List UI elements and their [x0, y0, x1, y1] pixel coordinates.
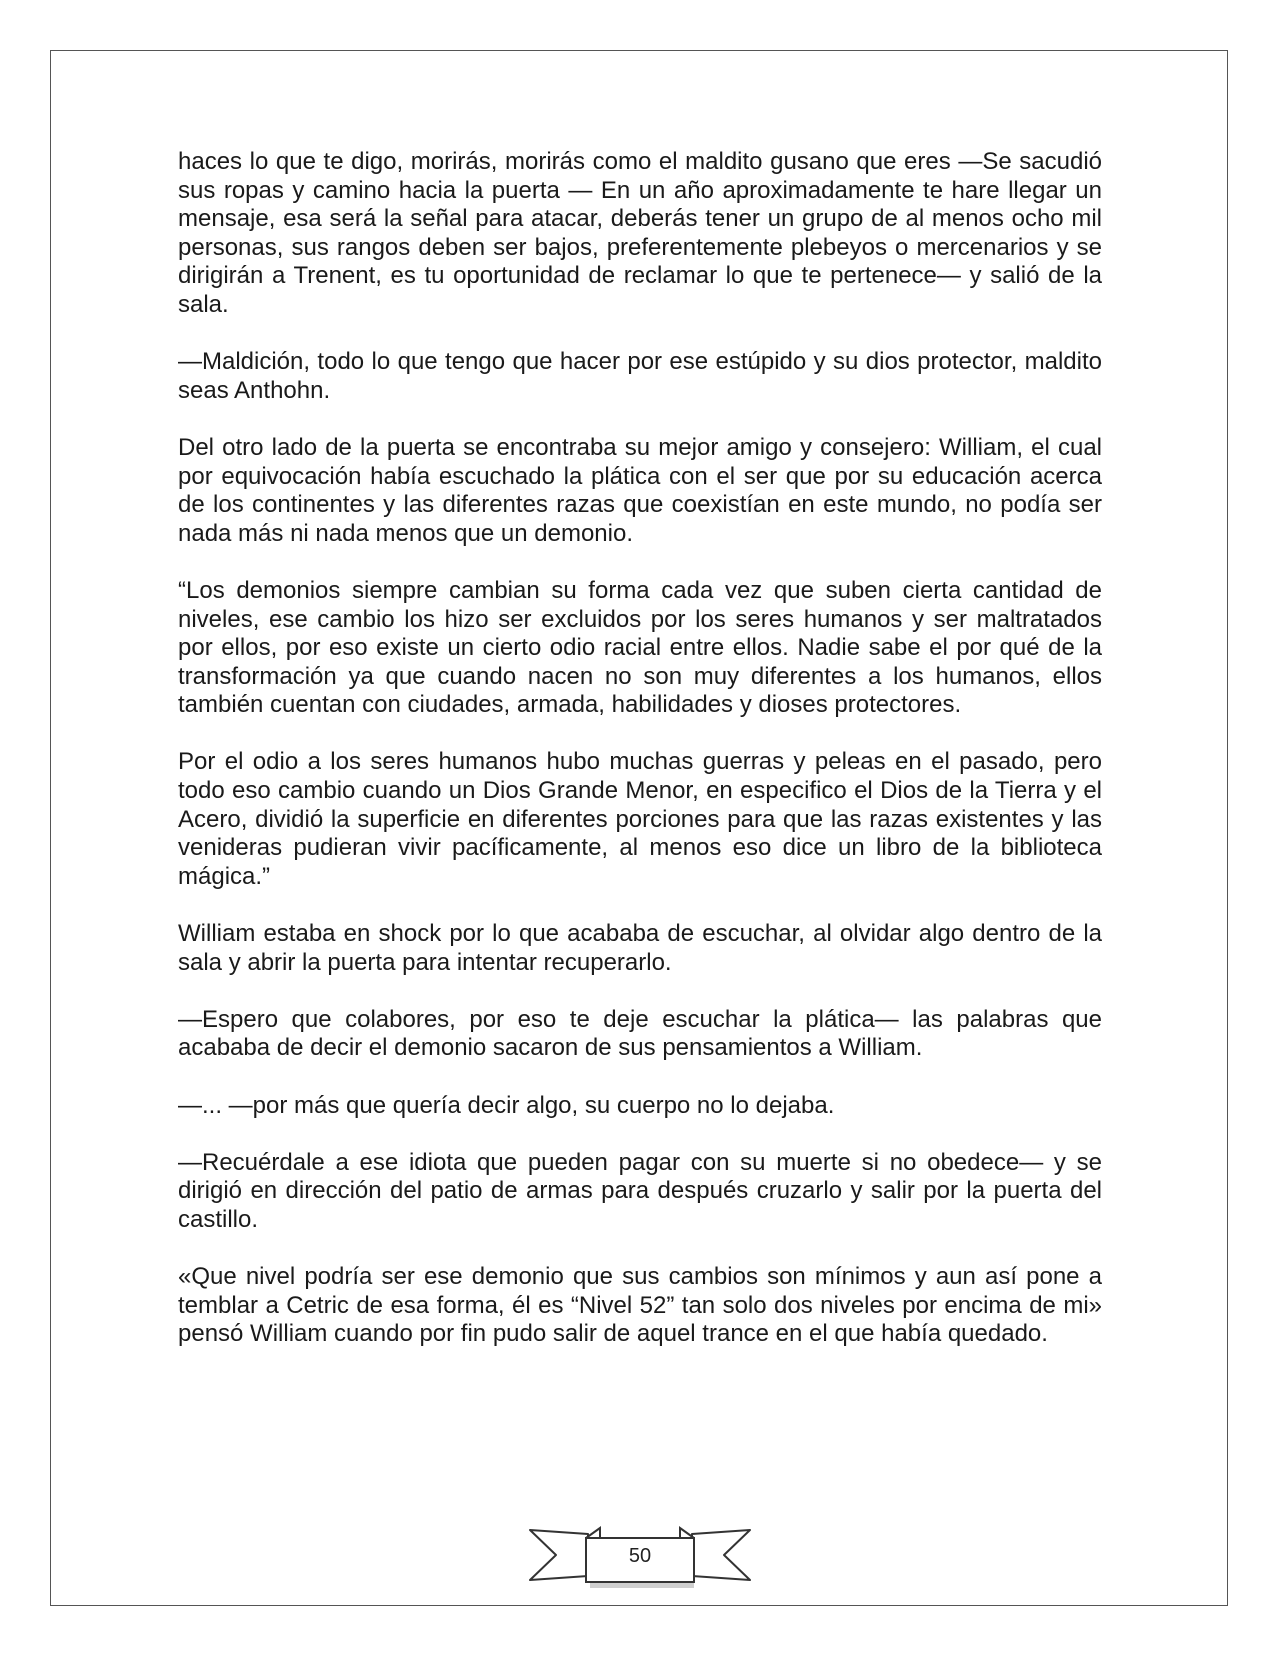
paragraph: —Maldición, todo lo que tengo que hacer por ese estúpido y su dios protector, maldito seas Anthohn.	[178, 348, 1102, 404]
paragraph: —... —por más que quería decir algo, su cuerpo no lo dejaba.	[178, 1091, 835, 1119]
paragraph: Del otro lado de la puerta se encontraba su mejor amigo y consejero: William, el cual por equivocación había escuchado la plática con el ser que por su educación acerca de los continentes y las diferentes razas que coexistían en este mundo, no podía ser nada más ni nada menos que un demonio.	[178, 433, 1102, 547]
paragraph: —Recuérdale a ese idiota que pueden pagar con su muerte si no obedece— y se dirigió en dirección del patio de armas para después cruzarlo y salir por la puerta del castillo.	[178, 1148, 1102, 1233]
paragraph: «Que nivel podría ser ese demonio que sus cambios son mínimos y aun así pone a temblar a Cetric de esa forma, él es “Nivel 52” tan solo dos niveles por encima de mi» pensó William cuando por fin pudo salir de aquel trance en el que había quedado.	[178, 1263, 1102, 1348]
page-number: 50	[628, 1545, 652, 1567]
body-text	[178, 148, 1102, 1378]
paragraph: Por el odio a los seres humanos hubo muchas guerras y peleas en el pasado, pero todo eso cambio cuando un Dios Grande Menor, en especifico el Dios de la Tierra y el Acero, dividió la superficie en diferentes porciones para que las razas existentes y las venideras pudieran vivir pacíficamente, al menos eso dice un libro de la biblioteca mágica.”	[178, 748, 1102, 890]
paragraph: William estaba en shock por lo que acababa de escuchar, al olvidar algo dentro de la sala y abrir la puerta para intentar recuperarlo.	[178, 920, 1102, 976]
paragraph: haces lo que te digo, morirás, morirás como el maldito gusano que eres —Se sacudió sus ropas y camino hacia la puerta — En un año aproximadamente te hare llegar un mensaje, esa será la señal para atacar, deberás tener un grupo de al menos ocho mil personas, sus rangos deben ser bajos, preferentemente plebeyos o mercenarios y se dirigirán a Trenent, es tu oportunidad de reclamar lo que te pertenece— y salió de la sala.	[178, 148, 1102, 318]
paragraph: —Espero que colabores, por eso te deje escuchar la plática— las palabras que acababa de decir el demonio sacaron de sus pensamientos a William.	[178, 1005, 1102, 1062]
paragraph: “Los demonios siempre cambian su forma cada vez que suben cierta cantidad de niveles, ese cambio los hizo ser excluidos por los seres humanos y ser maltratados por ellos, por eso existe un cierto odio racial entre ellos. Nadie sabe el por qué de la transformación ya que cuando nacen no son muy diferentes a los humanos, ellos también cuentan con ciudades, armada, habilidades y dioses protectores.	[178, 576, 1102, 719]
